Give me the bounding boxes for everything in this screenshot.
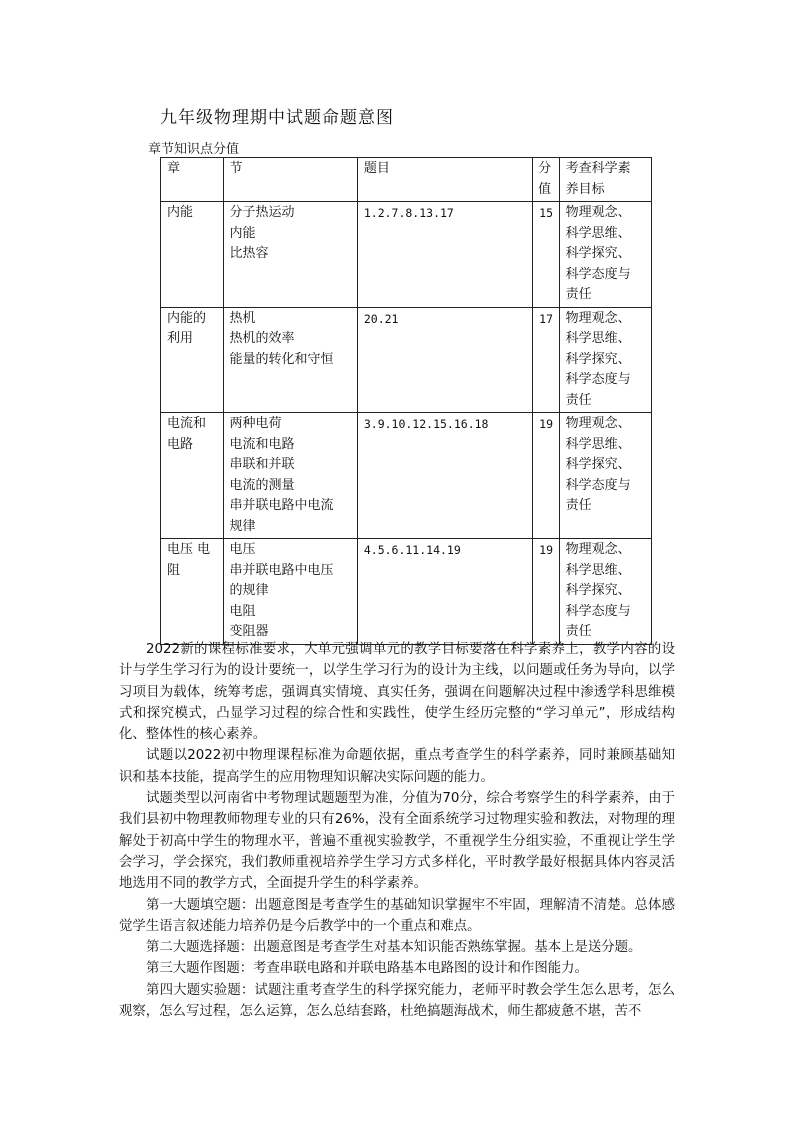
body-text [119, 639, 675, 1022]
section-line: 串并联电路中电流 [229, 498, 334, 513]
goal-cell [559, 202, 651, 308]
questions-cell: 3.9.10.12.15.16.18 [357, 413, 532, 539]
chapter-line: 利用 [167, 331, 194, 346]
section-line: 能量的转化和守恒 [229, 351, 334, 367]
goal-line: 科学探究、 [565, 457, 631, 472]
goal-line: 科学探究、 [565, 246, 631, 261]
section-line: 规律 [229, 518, 256, 534]
section-line: 热机 [229, 310, 256, 326]
questions-cell: 4.5.6.11.14.19 [357, 539, 532, 645]
section-line: 热机的效率 [229, 331, 295, 346]
goal-cell [559, 539, 651, 645]
score-cell: 15 [533, 202, 560, 308]
section-cell [223, 202, 357, 308]
header-chapter: 章 [161, 158, 224, 202]
chapter-line: 阻 [167, 562, 181, 578]
table-row [161, 307, 652, 413]
paragraph: 2022新的课程标准要求，大单元强调单元的教学目标要落在科学素养上，教学内容的设计与学生学习行为的设计要统一，以学生学习行为的设计为主线，以问题或任务为导向，以学习项目为载体，统筹考虑，强调真实情境、真实任务，强调在问题解决过程中渗透学科思维模式和探究模式，凸显学习过程的综合性和实践性，使学生经历完整的“学习单元”，形成结构化、整体性的核心素养。 [119, 642, 675, 743]
goal-line: 物理观念、 [565, 416, 631, 431]
goal-line: 责任 [565, 498, 592, 513]
header-score-line: 分 [538, 161, 552, 176]
header-goal [559, 158, 651, 202]
table-row [161, 539, 652, 645]
chapter-cell [161, 307, 224, 413]
paragraph: 第一大题填空题：出题意图是考查学生的基础知识掌握牢不牢固，理解清不清楚。总体感觉学生语言叙述能力培养仍是今后教学中的一个重点和难点。 [119, 897, 675, 934]
section-line: 电压 [229, 542, 256, 557]
goal-line: 责任 [565, 392, 592, 408]
section-line: 串并联电路中电压 [229, 562, 334, 578]
section-cell [223, 307, 357, 413]
section-line: 电流和电路 [229, 436, 295, 452]
goal-line: 科学态度与 [565, 603, 631, 619]
paragraph: 第二大题选择题：出题意图是考查学生对基本知识能否熟练掌握。基本上是送分题。 [146, 940, 642, 956]
goal-cell [559, 413, 651, 539]
section-cell [223, 539, 357, 645]
section-line: 内能 [229, 225, 256, 241]
paragraph: 第四大题实验题：试题注重考查学生的科学探究能力，老师平时教会学生怎么思考，怎么观察，怎么写过程，怎么运算，怎么总结套路，杜绝搞题海战术，师生都疲惫不堪，苦不 [119, 982, 675, 1020]
goal-line: 科学探究、 [565, 583, 631, 598]
chapter-line: 电压 电 [167, 542, 211, 557]
header-section: 节 [223, 158, 357, 202]
goal-line: 科学探究、 [565, 351, 631, 367]
paragraph: 试题类型以河南省中考物理试题题型为准，分值为70分，综合考察学生的科学素养，由于我们县初中物理教师物理专业的只有26%，没有全面系统学习过物理实验和教法，对物理的理解处于初高中学生的物理水平，普遍不重视实验教学，不重视学生分组实验，不重视让学生学会学习，学会探究，我们教师重视培养学生学习方式多样化，平时教学最好根据具体内容灵活地选用不同的教学方式，全面提升学生的科学素养。 [119, 791, 675, 892]
goal-line: 责任 [565, 624, 592, 639]
header-goal-line: 考查科学素 [565, 161, 631, 176]
section-line: 两种电荷 [229, 416, 282, 431]
paragraph: 第三大题作图题：考查串联电路和并联电路基本电路图的设计和作图能力。 [146, 961, 588, 977]
table-row [161, 413, 652, 539]
chapter-line: 电流和 [167, 416, 207, 431]
goal-line: 责任 [565, 287, 592, 302]
chapter-cell [161, 413, 224, 539]
chapter-line: 内能 [167, 205, 194, 220]
page-title: 九年级物理期中试题命题意图 [160, 108, 394, 128]
table-caption: 章节知识点分值 [148, 142, 240, 157]
section-line: 串联和并联 [229, 457, 295, 472]
section-line: 分子热运动 [229, 205, 295, 220]
header-goal-line: 养目标 [565, 181, 605, 197]
section-line: 的规律 [229, 583, 269, 598]
section-line: 电流的测量 [229, 477, 295, 493]
section-line: 比热容 [229, 246, 269, 261]
score-cell: 19 [533, 539, 560, 645]
score-cell: 19 [533, 413, 560, 539]
goal-line: 科学态度与 [565, 372, 631, 387]
table-header-row [161, 158, 652, 202]
section-line: 变阻器 [229, 624, 269, 639]
goal-line: 物理观念、 [565, 542, 631, 557]
chapter-cell [161, 202, 224, 308]
questions-cell: 20.21 [357, 307, 532, 413]
header-score [533, 158, 560, 202]
goal-cell [559, 307, 651, 413]
chapter-line: 内能的 [167, 310, 207, 326]
chapter-line: 电路 [167, 436, 194, 452]
chapter-cell [161, 539, 224, 645]
table-row [161, 202, 652, 308]
section-cell [223, 413, 357, 539]
goal-line: 科学思维、 [565, 331, 631, 346]
header-questions: 题目 [357, 158, 532, 202]
goal-line: 物理观念、 [565, 205, 631, 220]
goal-line: 科学思维、 [565, 562, 631, 578]
goal-line: 科学态度与 [565, 477, 631, 493]
header-score-line: 值 [538, 181, 552, 197]
goal-line: 科学态度与 [565, 266, 631, 282]
goal-line: 科学思维、 [565, 436, 631, 452]
section-line: 电阻 [229, 603, 256, 619]
score-cell: 17 [533, 307, 560, 413]
paragraph: 试题以2022初中物理课程标准为命题依据，重点考查学生的科学素养，同时兼顾基础知识和基本技能，提高学生的应用物理知识解决实际问题的能力。 [119, 748, 675, 785]
goal-line: 物理观念、 [565, 310, 631, 326]
questions-cell: 1.2.7.8.13.17 [357, 202, 532, 308]
knowledge-score-table [160, 157, 652, 645]
goal-line: 科学思维、 [565, 225, 631, 241]
